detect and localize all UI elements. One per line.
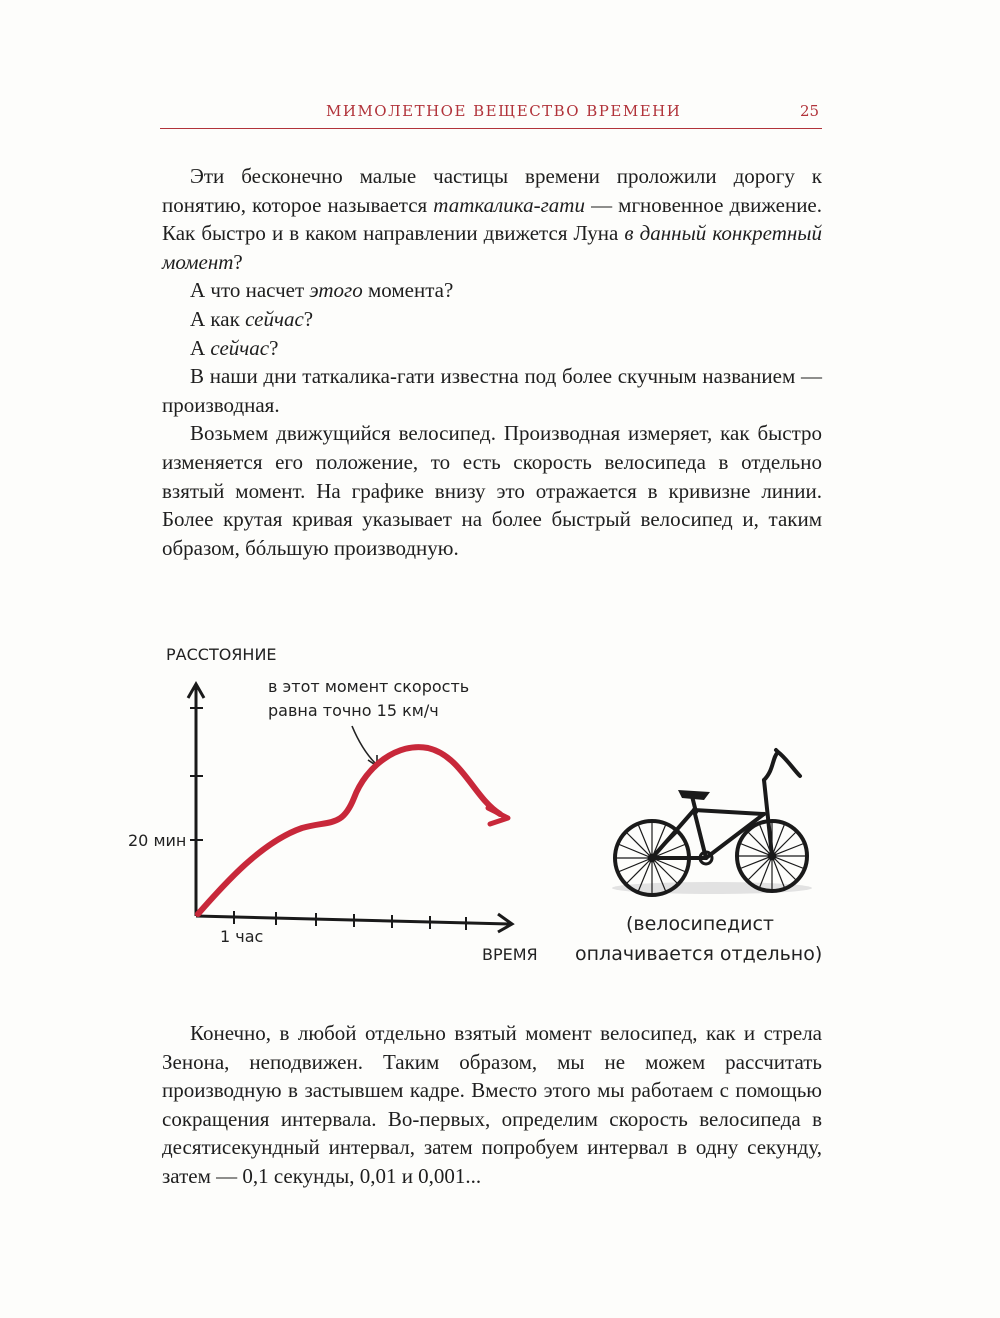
caption-line-2: оплачивается отдельно) [575,943,823,965]
paragraph-4: А сейчас? [190,335,279,360]
figure-illustration [0,630,1000,990]
y-tick-label: 20 мин [128,831,187,850]
paragraph-7: Конечно, в любой отдельно взятый момент велосипед, как и стрела Зенона, неподвижен. Таким образом, мы не можем рассчитать производную в застывшем кадре. Вместо этого мы работаем с помощью сокращения интервала. Во-первых, определим скорость велосипеда в десятисекундный интервал, затем попробуем интервал в одну секунду, затем — 0,1 секунды, 0,01 и 0,001... [162,1021,822,1188]
bicycle-drawing [612,750,812,895]
distance-curve [198,747,500,914]
caption-line-1: (велосипедист [626,913,774,935]
y-axis-label: РАССТОЯНИЕ [166,645,277,664]
body-text-bottom [162,1019,822,1191]
annotation-line-1: в этот момент скорость [268,677,470,696]
paragraph-2: А что насчет этого момента? [190,278,454,303]
x-axis-label: ВРЕМЯ [482,945,538,964]
running-title: МИМОЛЕТНОЕ ВЕЩЕСТВО ВРЕМЕНИ [326,102,682,120]
bicycle-seat [678,790,710,800]
body-text-top [162,162,822,562]
paragraph-5: В наши дни таткалика-гати известна под более скучным названием — производная. [162,364,822,417]
paragraph-3: А как сейчас? [190,306,314,331]
page-number: 25 [800,102,820,120]
annotation-arrow [352,726,376,764]
annotation-line-2: равна точно 15 км/ч [268,701,439,720]
paragraph-6: Возьмем движущийся велосипед. Производная измеряет, как быстро изменяется его положение, то есть скорость велосипеда в отдельно взятый момент. На графике внизу это отражается в кривизне линии. Более крутая кривая указывает на более быстрый велосипед и, таким образом, бóльшую производную. [162,421,822,560]
paragraph-1: Эти бесконечно малые частицы времени проложили дорогу к понятию, которое называется таткалика-гати — мгновенное движение. Как быстро и в каком направлении движется Луна в данный конкретный момент? [162,164,822,274]
x-tick-label: 1 час [220,927,264,946]
header-rule [160,128,822,129]
